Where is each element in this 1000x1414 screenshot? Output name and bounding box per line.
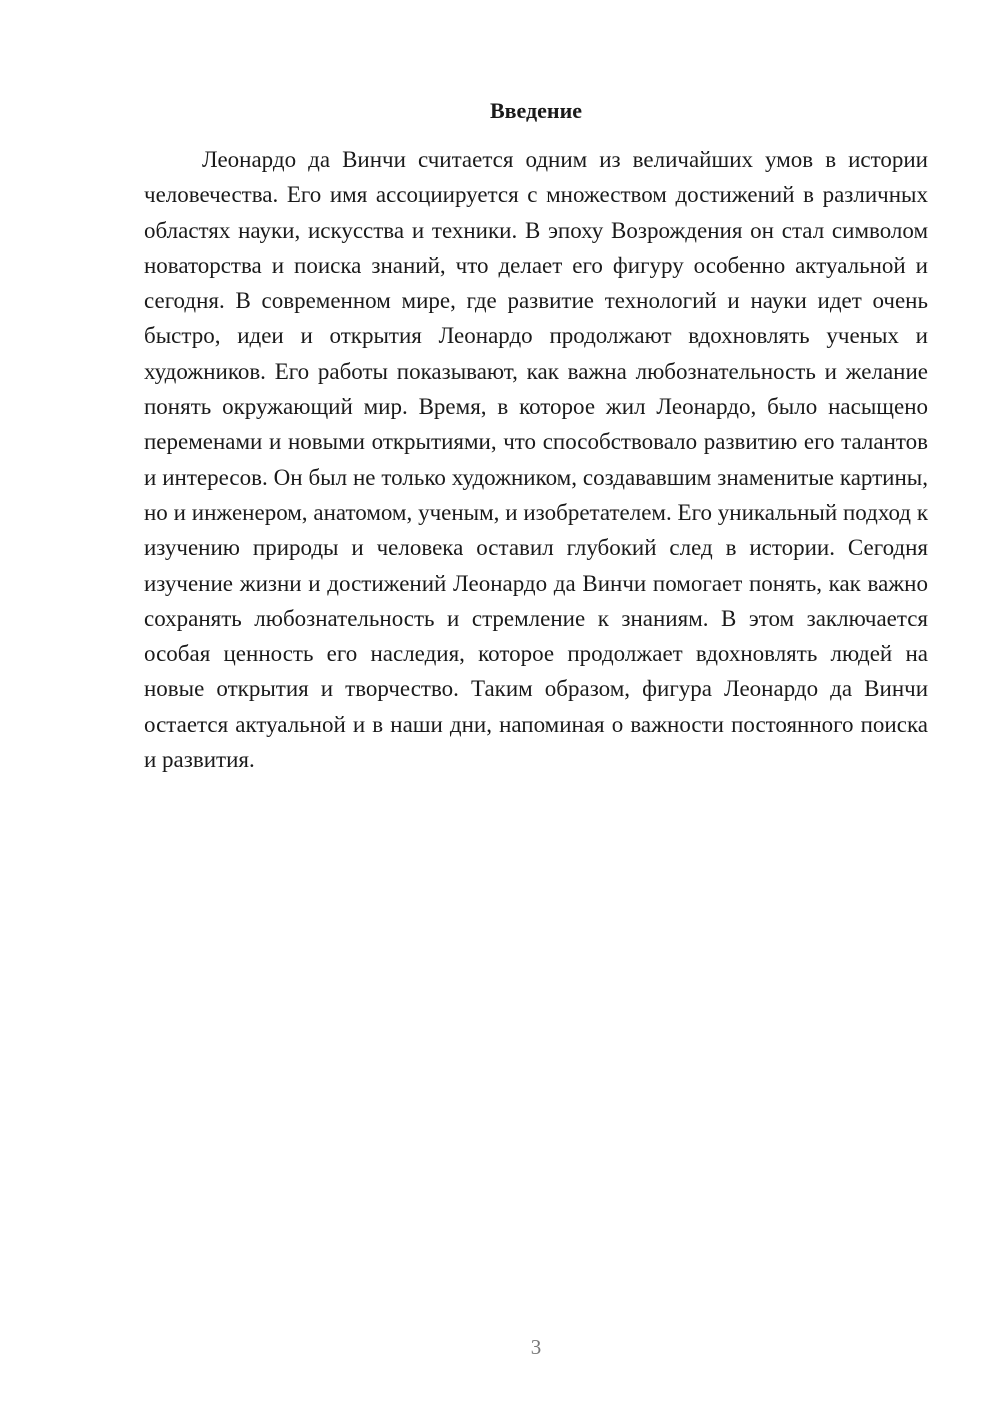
- body-paragraph: Леонардо да Винчи считается одним из величайших умов в истории человечества. Его имя ассоциируется с множеством достижений в различных областях науки, искусства и техники. В эпоху Возрождения он стал символом новаторства и поиска знаний, что делает его фигуру особенно актуальной и сегодня. В современном мире, где развитие технологий и науки идет очень быстро, идеи и открытия Леонардо продолжают вдохновлять ученых и художников. Его работы показывают, как важна любознательность и желание понять окружающий мир. Время, в которое жил Леонардо, было насыщено переменами и новыми открытиями, что способствовало развитию его талантов и интересов. Он был не только художником, создававшим знаменитые картины, но и инженером, анатомом, ученым, и изобретателем. Его уникальный подход к изучению природы и человека оставил глубокий след в истории. Сегодня изучение жизни и достижений Леонардо да Винчи помогает понять, как важно сохранять любознательность и стремление к знаниям. В этом заключается особая ценность его наследия, которое продолжает вдохновлять людей на новые открытия и творчество. Таким образом, фигура Леонардо да Винчи остается актуальной и в наши дни, напоминая о важности постоянного поиска и развития.: [144, 147, 928, 773]
- section-heading: Введение: [489, 98, 583, 123]
- page-number: 3: [530, 1335, 542, 1359]
